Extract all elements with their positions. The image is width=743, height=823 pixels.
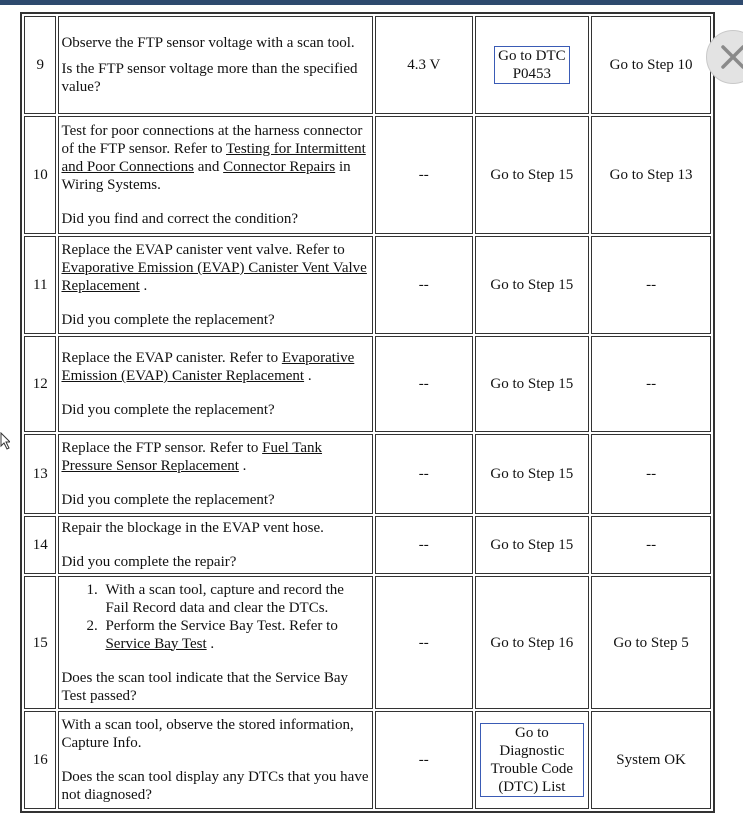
step-value: -- — [375, 116, 472, 234]
diagnostic-table — [20, 12, 715, 813]
step-instruction: Replace the FTP sensor. Refer to Fuel Tank Pressure Sensor Replacement . Did you complete the replacement? — [58, 434, 373, 514]
step-instruction: 1. With a scan tool, capture and record the Fail Record data and clear the DTCs. 2. Perform the Service Bay Test. Refer to Service Bay Test . Does the scan tool indicate that the Service Bay Test passed? — [58, 576, 373, 709]
list-item: 2. Perform the Service Bay Test. Refer to Service Bay Test . — [101, 617, 370, 653]
yes-action — [475, 711, 590, 809]
mouse-pointer-icon — [0, 432, 10, 450]
table-row — [24, 16, 711, 114]
step-value: -- — [375, 576, 472, 709]
step-number: 16 — [24, 711, 56, 809]
table-row — [24, 236, 711, 334]
service-bay-test-link[interactable]: Service Bay Test — [105, 635, 207, 652]
no-action: -- — [591, 336, 711, 432]
no-action: System OK — [591, 711, 711, 809]
step-instruction: Repair the blockage in the EVAP vent hose. Did you complete the repair? — [58, 516, 373, 574]
no-action[interactable]: Go to Step 5 — [591, 576, 711, 709]
evap-canister-replacement-link[interactable]: Evaporative Emission (EVAP) Canister Replacement — [61, 350, 355, 384]
yes-action — [475, 16, 590, 114]
goto-dtc-list-link[interactable]: Go to Diagnostic Trouble Code (DTC) List — [480, 723, 584, 797]
ftp-sensor-replacement-link[interactable]: Fuel Tank Pressure Sensor Replacement — [61, 440, 323, 474]
step-instruction: Replace the EVAP canister. Refer to Evaporative Emission (EVAP) Canister Replacement . Did you complete the replacement? — [58, 336, 373, 432]
no-action[interactable]: Go to Step 13 — [591, 116, 711, 234]
close-icon — [718, 42, 743, 72]
step-value: -- — [375, 711, 472, 809]
yes-action[interactable]: Go to Step 16 — [475, 576, 590, 709]
step-number: 11 — [24, 236, 56, 334]
yes-action[interactable]: Go to Step 15 — [475, 336, 590, 432]
step-value: 4.3 V — [375, 16, 472, 114]
no-action[interactable]: Go to Step 10 — [591, 16, 711, 114]
yes-action[interactable]: Go to Step 15 — [475, 516, 590, 574]
window-top-bar — [0, 0, 743, 5]
table-row — [24, 516, 711, 574]
connector-repairs-link[interactable]: Connector Repairs — [223, 159, 336, 175]
step-value: -- — [375, 434, 472, 514]
step-value: -- — [375, 236, 472, 334]
no-action: -- — [591, 516, 711, 574]
testing-intermittent-link[interactable]: Testing for Intermittent and Poor Connections — [61, 141, 366, 175]
step-instruction: Observe the FTP sensor voltage with a scan tool. Is the FTP sensor voltage more than the specified value? — [58, 16, 373, 114]
table-row — [24, 434, 711, 514]
step-number: 14 — [24, 516, 56, 574]
table-row — [24, 711, 711, 809]
list-item: 1. With a scan tool, capture and record the Fail Record data and clear the DTCs. — [101, 581, 370, 617]
table-row — [24, 336, 711, 432]
no-action: -- — [591, 434, 711, 514]
evap-vent-valve-replacement-link[interactable]: Evaporative Emission (EVAP) Canister Vent Valve Replacement — [61, 260, 367, 294]
step-value: -- — [375, 336, 472, 432]
table-row — [24, 116, 711, 234]
yes-action[interactable]: Go to Step 15 — [475, 434, 590, 514]
yes-action[interactable]: Go to Step 15 — [475, 116, 590, 234]
step-number: 12 — [24, 336, 56, 432]
goto-dtc-p0453-link[interactable]: Go to DTC P0453 — [494, 46, 570, 84]
table-row — [24, 576, 711, 709]
step-number: 13 — [24, 434, 56, 514]
step-number: 9 — [24, 16, 56, 114]
step-instruction: Test for poor connections at the harness connector of the FTP sensor. Refer to Testing for Intermittent and Poor Connections and Connector Repairs in Wiring Systems. Did you find and correct the condition? — [58, 116, 373, 234]
no-action: -- — [591, 236, 711, 334]
step-value: -- — [375, 516, 472, 574]
step-number: 10 — [24, 116, 56, 234]
yes-action[interactable]: Go to Step 15 — [475, 236, 590, 334]
instruction-list — [61, 581, 370, 653]
step-instruction: With a scan tool, observe the stored information, Capture Info. Does the scan tool display any DTCs that you have not diagnosed? — [58, 711, 373, 809]
step-number: 15 — [24, 576, 56, 709]
step-instruction: Replace the EVAP canister vent valve. Refer to Evaporative Emission (EVAP) Canister Vent Valve Replacement . Did you complete the replacement? — [58, 236, 373, 334]
